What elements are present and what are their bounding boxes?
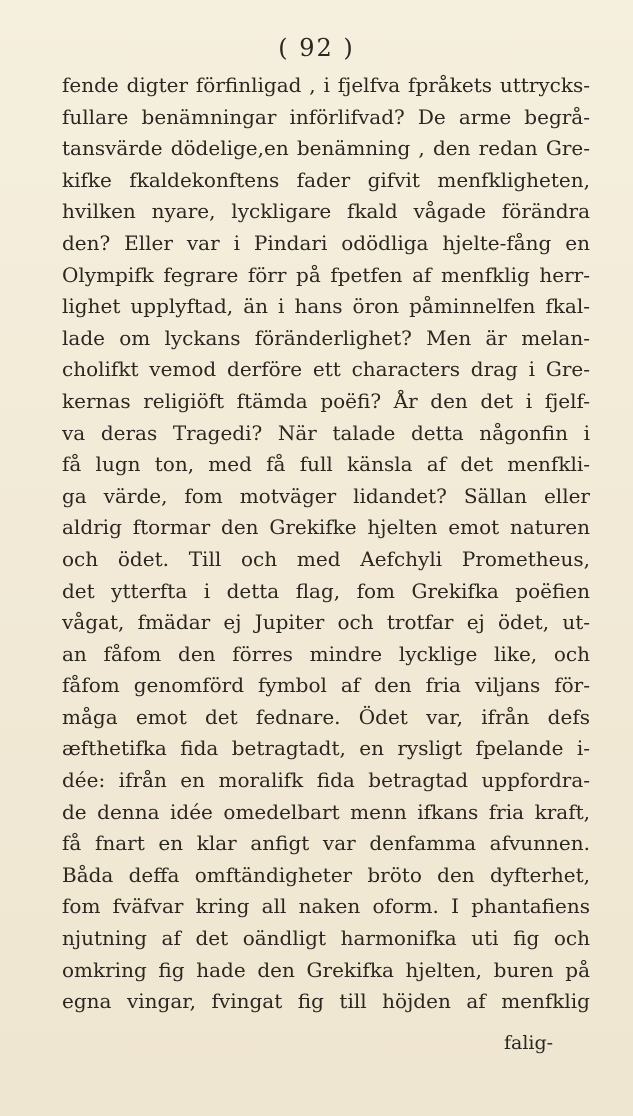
text-line: kifke fkaldekonftens fader gifvit menfkligheten, <box>62 167 590 192</box>
text-line: och ödet. Till och med Aefchyli Prometheus, <box>62 546 590 571</box>
text-line: fom fväfvar kring all naken oform. I phantafiens <box>62 894 590 919</box>
text-line: det ytterfta i detta flag, fom Grekifka poëfien <box>62 578 590 603</box>
text-line: få lugn ton, med få full känsla af det menfkli- <box>62 452 590 477</box>
text-line: æfthetifka fida betragtadt, en rysligt fpelande i- <box>62 736 590 761</box>
text-line: va deras Tragedi? När talade detta någonfin i <box>62 420 590 445</box>
text-line: njutning af det oändligt harmonifka uti fig och <box>62 926 590 951</box>
catchword: falig- <box>504 1032 554 1054</box>
text-line: få fnart en klar anfigt var denfamma afvunnen. <box>62 831 590 856</box>
body-text <box>62 70 590 1018</box>
text-line: lighet upplyftad, än i hans öron påminnelfen fkal- <box>62 294 590 319</box>
text-line: Olympifk fegrare förr på fpetfen af menfklig herr- <box>62 262 590 287</box>
text-line: lade om lyckans föränderlighet? Men är melan- <box>62 325 590 350</box>
text-line: Båda deffa omftändigheter bröto den dyfterhet, <box>62 862 590 887</box>
text-line: cholifkt vemod derföre ett characters drag i Gre- <box>62 357 590 382</box>
text-line: de denna idée omedelbart menn ifkans fria kraft, <box>62 799 590 824</box>
page-number-header: ( 92 ) <box>278 34 355 62</box>
text-line: omkring fig hade den Grekifka hjelten, buren på <box>62 957 590 982</box>
text-line: måga emot det fednare. Ödet var, ifrån defs <box>62 704 590 729</box>
text-line: tansvärde dödelige,en benämning , den redan Gre- <box>62 136 590 161</box>
text-line: hvilken nyare, lyckligare fkald vågade förändra <box>62 199 590 224</box>
text-line: ga värde, fom motväger lidandet? Sällan eller <box>62 483 590 508</box>
text-line: an fåfom den förres mindre lycklige like, och <box>62 641 590 666</box>
text-line: egna vingar, fvingat fig till höjden af menfklig <box>62 989 590 1014</box>
text-line: kernas religiöft ftämda poëfi? År den det i fjelf- <box>62 388 590 413</box>
text-line: fullare benämningar införlifvad? De arme begrå- <box>62 104 590 129</box>
text-line: vågat, fmädar ej Jupiter och trotfar ej ödet, ut- <box>62 610 590 635</box>
text-line: dée: ifrån en moralifk fida betragtad uppfordra- <box>62 768 590 793</box>
text-line: fåfom genomförd fymbol af den fria viljans för- <box>62 673 590 698</box>
text-line: den? Eller var i Pindari odödliga hjelte-fång en <box>62 230 590 255</box>
text-line: fende digter förfinligad , i fjelfva fpråkets uttrycks- <box>62 73 590 97</box>
text-line: aldrig ftormar den Grekifke hjelten emot naturen <box>62 515 590 540</box>
